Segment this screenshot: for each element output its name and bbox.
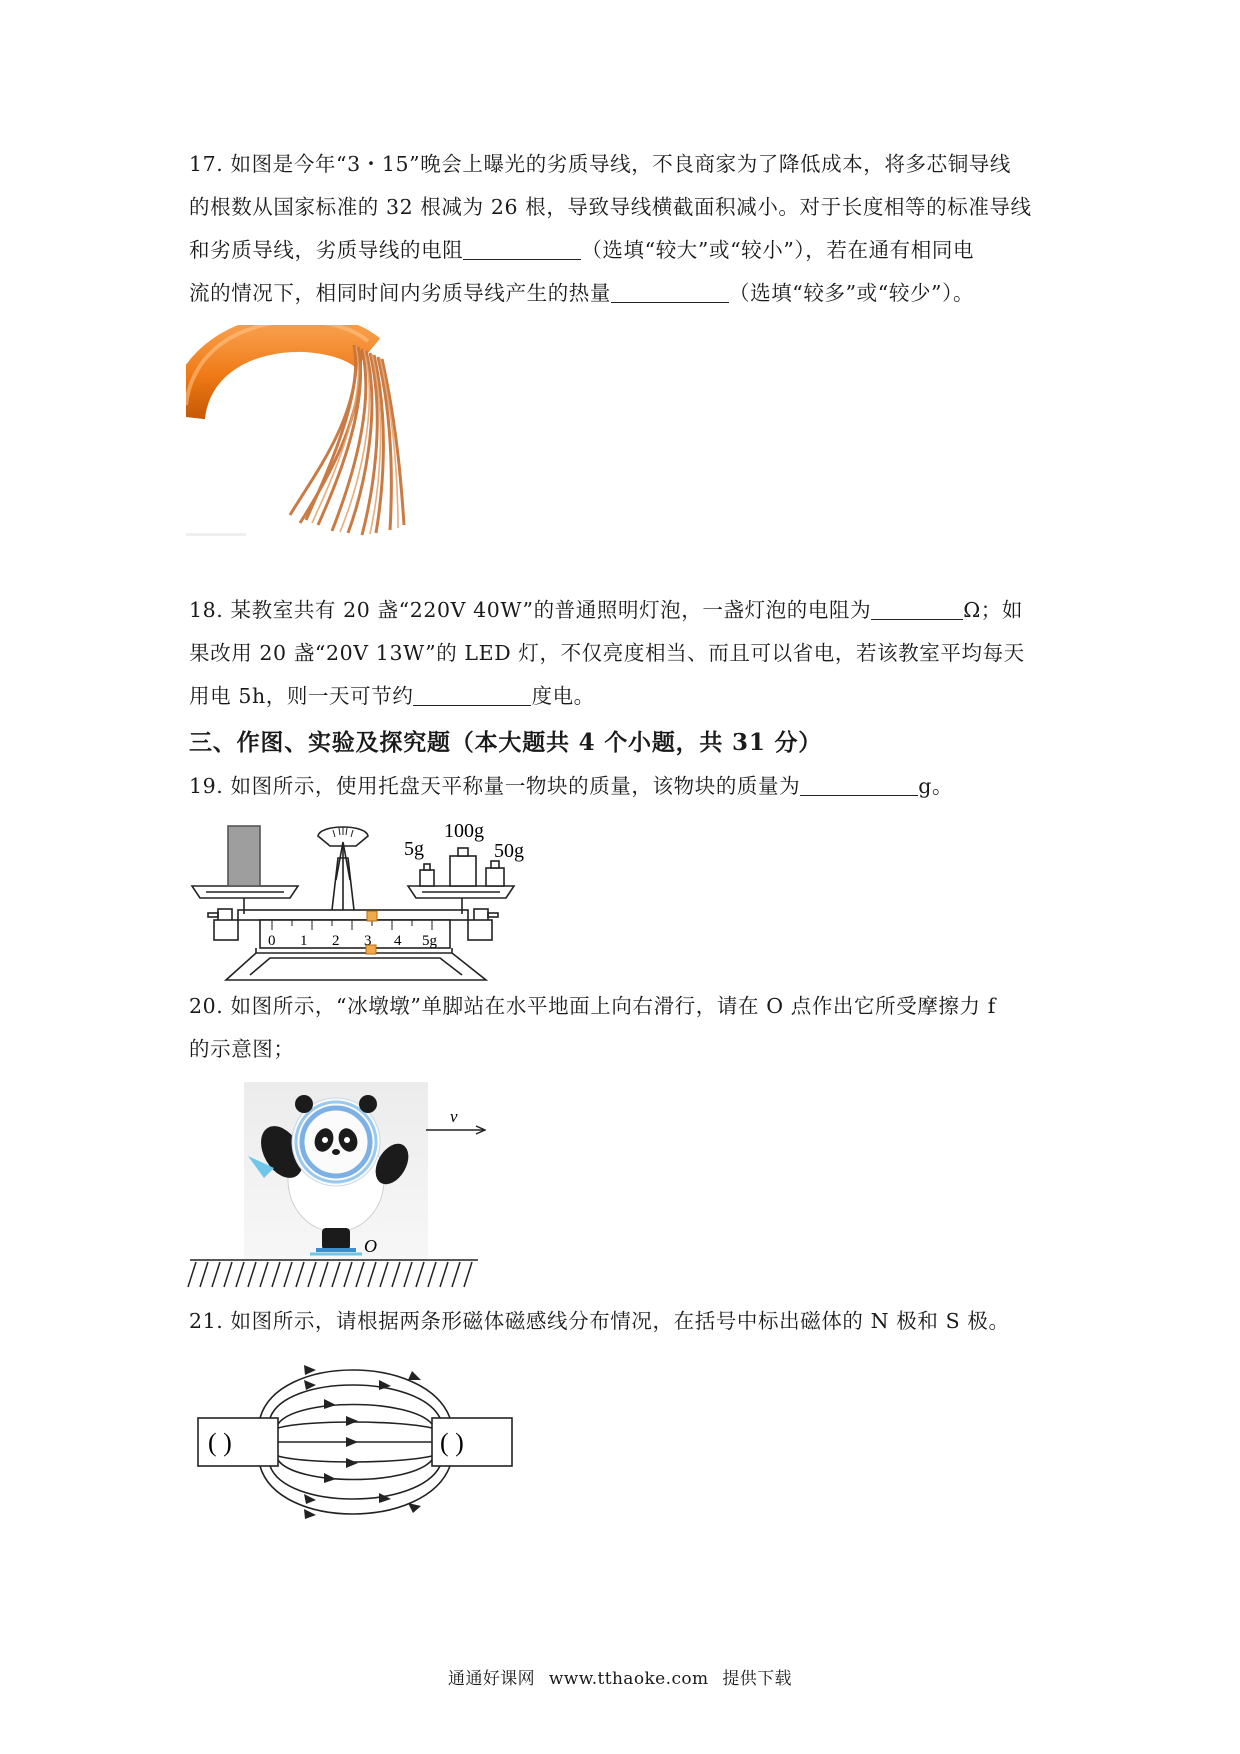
q17-text: （选填“较大”或“较小”），若在通有相同电 [581,238,975,262]
q17-answer-blank-1[interactable] [463,237,581,260]
bing-dwen-dwen-diagram [186,1082,486,1297]
scale-tick-label: 0 [268,933,276,949]
q17-text: 流的情况下，相同时间内劣质导线产生的热量 [189,281,611,305]
copper-wire-image [186,325,446,543]
q18-line3 [189,682,595,710]
weight-label-50g: 50g [494,840,524,862]
footer-url-link[interactable]: www.tthaoke.com [548,1669,709,1689]
q19-text: g。 [918,774,954,798]
q18-answer-blank-1[interactable] [871,597,963,620]
q18-text: 度电。 [531,684,595,708]
section-heading: 三、作图、实验及探究题（本大题共 4 个小题，共 31 分） [189,729,823,756]
q17-text: 和劣质导线，劣质导线的电阻 [189,238,464,262]
q18-text: 用电 5h，则一天可节约 [189,684,414,708]
balance-diagram [186,810,536,985]
q18-text: 18. 某教室共有 20 盏“220V 40W”的普通照明灯泡，一盏灯泡的电阻为 [189,598,872,622]
q17-text: （选填“较多”或“较少”）。 [729,281,975,305]
q20-line2: 的示意图； [189,1037,295,1061]
scale-tick-label: 3 [364,933,372,949]
scale-tick-label: 5g [422,933,437,949]
page-footer [0,1664,1240,1689]
q17-line2: 的根数从国家标准的 32 根减为 26 根，导致导线横截面积减小。对于长度相等的标准导线 [189,195,1032,219]
velocity-label: v [450,1107,458,1126]
q19-answer-blank[interactable] [800,773,918,796]
right-magnet-pole-parentheses[interactable]: ( ) [440,1428,464,1457]
left-magnet-pole-parentheses[interactable]: ( ) [208,1428,232,1457]
q18-text: Ω；如 [963,598,1023,622]
q17-line1: 17. 如图是今年“3・15”晚会上曝光的劣质导线，不良商家为了降低成本，将多芯铜导线 [189,152,1012,176]
q18-answer-blank-2[interactable] [413,683,531,706]
q18-line2: 果改用 20 盏“20V 13W”的 LED 灯，不仅亮度相当、而且可以省电，若该教室平均每天 [189,641,1025,665]
point-o-label: O [364,1236,377,1256]
scale-tick-label: 2 [332,933,340,949]
weight-label-5g: 5g [404,838,424,860]
q17-line4 [189,279,974,307]
q19-text: 19. 如图所示，使用托盘天平称量一物块的质量，该物块的质量为 [189,774,801,798]
q20-line1: 20. 如图所示，“冰墩墩”单脚站在水平地面上向右滑行，请在 O 点作出它所受摩擦力 f [189,994,996,1018]
q18-line1 [189,596,1023,624]
q19-line1 [189,772,953,800]
q17-answer-blank-2[interactable] [611,280,729,303]
footer-suffix: 提供下载 [722,1669,792,1689]
weight-label-100g: 100g [444,820,484,842]
scale-tick-label: 4 [394,933,402,949]
q17-line3 [189,236,974,264]
footer-site-name: 通通好课网 [448,1669,536,1689]
scale-tick-label: 1 [300,933,308,949]
q21-line1: 21. 如图所示，请根据两条形磁体磁感线分布情况，在括号中标出磁体的 N 极和 S 极。 [189,1309,1010,1333]
magnet-field-diagram [186,1350,526,1540]
